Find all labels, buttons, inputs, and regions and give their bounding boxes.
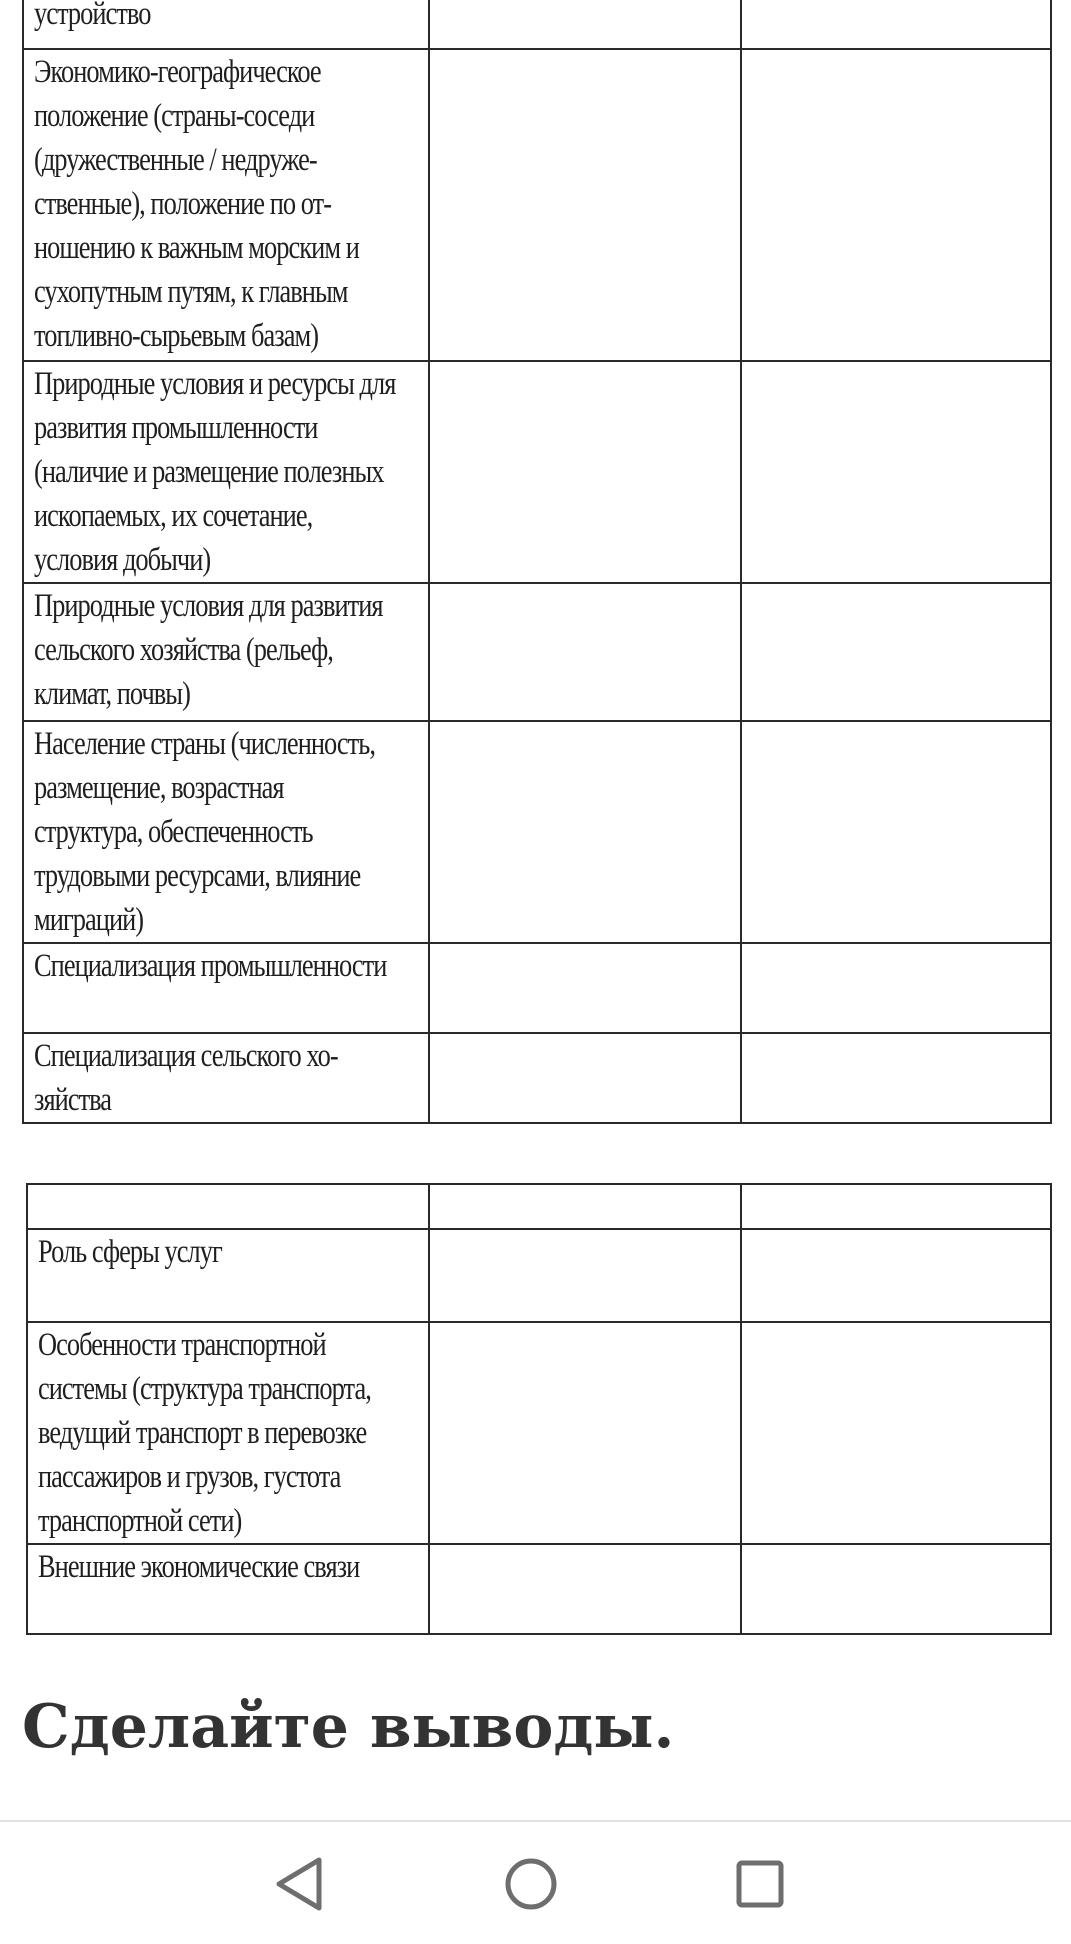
row-label: Внешние экономические связи <box>38 1549 360 1585</box>
table-row <box>27 1544 1051 1634</box>
row-label-cell <box>27 1229 429 1322</box>
row-label-cell <box>27 1322 429 1544</box>
answer-cell <box>429 1322 741 1544</box>
answer-cell <box>741 1033 1051 1123</box>
back-button[interactable] <box>268 1852 332 1916</box>
row-label: Экономико-географическое положение (страны-соседи (дружественные / недруже- ственные), положение по от- ношению к важным морским и сухопутным путям, к главным топливно-сырьевым базам) <box>34 54 359 354</box>
row-label: Специализация сельского хо- зяйства <box>34 1038 338 1118</box>
row-label-cell <box>23 1033 429 1123</box>
analysis-table-bottom <box>26 1183 1052 1635</box>
table-row <box>27 1184 1051 1229</box>
answer-cell <box>429 361 741 583</box>
answer-cell <box>429 1033 741 1123</box>
row-label: Население страны (численность, размещение, возрастная структура, обеспеченность трудовыми ресурсами, влияние миграций) <box>34 726 375 938</box>
recents-square-icon <box>734 1858 786 1910</box>
table-row <box>23 49 1051 361</box>
table-row <box>27 1322 1051 1544</box>
table-row <box>23 943 1051 1033</box>
table-row <box>27 1229 1051 1322</box>
row-label-cell <box>27 1184 429 1229</box>
table-row <box>23 721 1051 943</box>
row-label: Природные условия и ресурсы для развития промышленности (наличие и размещение полезных ископаемых, их сочетание, условия добычи) <box>34 366 396 578</box>
answer-cell <box>429 583 741 721</box>
recents-button[interactable] <box>728 1852 792 1916</box>
row-label: Роль сферы услуг <box>38 1234 222 1270</box>
system-navigation-bar <box>0 1820 1071 1944</box>
table-row <box>23 361 1051 583</box>
row-label-cell <box>23 721 429 943</box>
answer-cell <box>429 1544 741 1634</box>
row-label-cell <box>23 361 429 583</box>
analysis-table-top <box>22 0 1052 1124</box>
conclusion-heading: Сделайте выводы. <box>22 1692 675 1762</box>
table-row <box>23 1033 1051 1123</box>
back-triangle-icon <box>275 1856 325 1912</box>
answer-cell <box>741 721 1051 943</box>
answer-cell <box>429 0 741 49</box>
row-label: Специализация промышленности <box>34 948 387 984</box>
answer-cell <box>741 943 1051 1033</box>
answer-cell <box>741 1229 1051 1322</box>
answer-cell <box>741 361 1051 583</box>
answer-cell <box>741 583 1051 721</box>
answer-cell <box>741 1184 1051 1229</box>
answer-cell <box>429 49 741 361</box>
home-circle-icon <box>503 1856 559 1912</box>
answer-cell <box>429 943 741 1033</box>
row-label-cell <box>27 1544 429 1634</box>
row-label-cell <box>23 583 429 721</box>
answer-cell <box>429 1184 741 1229</box>
row-label-cell <box>23 49 429 361</box>
table-row <box>23 583 1051 721</box>
answer-cell <box>741 1544 1051 1634</box>
row-label-cell <box>23 0 429 49</box>
row-label: устройство <box>34 0 151 32</box>
answer-cell <box>741 1322 1051 1544</box>
row-label: Особенности транспортной системы (структура транспорта, ведущий транспорт в перевозке пассажиров и грузов, густота транспортной сети) <box>38 1327 371 1539</box>
row-label: Природные условия для развития сельского хозяйства (рельеф, климат, почвы) <box>34 588 383 712</box>
answer-cell <box>429 1229 741 1322</box>
answer-cell <box>429 721 741 943</box>
table-row <box>23 0 1051 49</box>
answer-cell <box>741 49 1051 361</box>
row-label-cell <box>23 943 429 1033</box>
home-button[interactable] <box>499 1852 563 1916</box>
answer-cell <box>741 0 1051 49</box>
